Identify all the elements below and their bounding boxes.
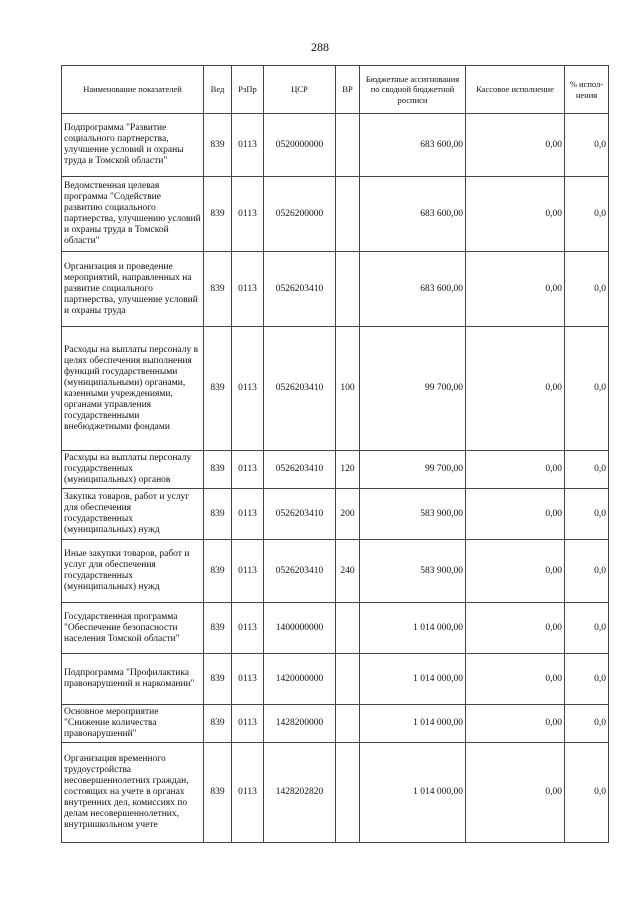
row-name: Подпрограмма "Профилактика правонарушений и наркомании"	[62, 654, 204, 705]
table-row	[62, 114, 609, 177]
row-vr	[336, 743, 360, 843]
row-name: Государственная программа "Обеспечение безопасности населения Томской области"	[62, 603, 204, 654]
table-row	[62, 743, 609, 843]
row-vr: 120	[336, 451, 360, 489]
row-csr: 0526203410	[264, 540, 336, 603]
row-pct: 0,0	[565, 451, 609, 489]
row-vr	[336, 252, 360, 327]
table-row	[62, 489, 609, 540]
budget-table	[61, 65, 609, 843]
row-cash: 0,00	[466, 489, 565, 540]
row-name: Организация и проведение мероприятий, направленных на развитие социального партнерства, улучшение условий и охраны труда	[62, 252, 204, 327]
row-budget: 1 014 000,00	[360, 705, 466, 743]
row-name: Закупка товаров, работ и услуг для обеспечения государственных (муниципальных) нужд	[62, 489, 204, 540]
row-ved: 839	[204, 114, 232, 177]
row-budget: 1 014 000,00	[360, 603, 466, 654]
row-pct: 0,0	[565, 327, 609, 451]
header-cash: Кассовое исполнение	[466, 66, 565, 114]
row-ved: 839	[204, 489, 232, 540]
row-cash: 0,00	[466, 252, 565, 327]
row-rzpr: 0113	[232, 654, 264, 705]
row-pct: 0,0	[565, 705, 609, 743]
row-ved: 839	[204, 603, 232, 654]
row-budget: 683 600,00	[360, 114, 466, 177]
row-csr: 0526203410	[264, 327, 336, 451]
table-row	[62, 603, 609, 654]
row-budget: 1 014 000,00	[360, 743, 466, 843]
header-budget: Бюджетные ассигнования по сводной бюджетной росписи	[360, 66, 466, 114]
row-cash: 0,00	[466, 177, 565, 252]
header-ved: Вед	[204, 66, 232, 114]
row-ved: 839	[204, 327, 232, 451]
row-vr	[336, 603, 360, 654]
row-cash: 0,00	[466, 451, 565, 489]
row-cash: 0,00	[466, 540, 565, 603]
row-ved: 839	[204, 252, 232, 327]
row-csr: 0526203410	[264, 489, 336, 540]
row-name: Расходы на выплаты персоналу государственных (муниципальных) органов	[62, 451, 204, 489]
row-csr: 1428200000	[264, 705, 336, 743]
row-vr: 200	[336, 489, 360, 540]
header-row	[62, 66, 609, 114]
row-name: Организация временного трудоустройства несовершеннолетних граждан, состоящих на учете в органах внутренних дел, комиссиях по делам несовершеннолетних, внутришкольном учете	[62, 743, 204, 843]
table-row	[62, 705, 609, 743]
row-pct: 0,0	[565, 114, 609, 177]
row-csr: 0526200000	[264, 177, 336, 252]
table-row	[62, 540, 609, 603]
row-cash: 0,00	[466, 705, 565, 743]
row-rzpr: 0113	[232, 177, 264, 252]
row-pct: 0,0	[565, 177, 609, 252]
row-ved: 839	[204, 743, 232, 843]
row-vr	[336, 654, 360, 705]
row-vr	[336, 177, 360, 252]
row-vr: 240	[336, 540, 360, 603]
row-csr: 0526203410	[264, 451, 336, 489]
row-cash: 0,00	[466, 603, 565, 654]
row-csr: 0526203410	[264, 252, 336, 327]
row-budget: 99 700,00	[360, 327, 466, 451]
row-pct: 0,0	[565, 540, 609, 603]
row-vr	[336, 705, 360, 743]
page-number: 288	[311, 40, 329, 54]
row-vr	[336, 114, 360, 177]
row-csr: 1400000000	[264, 603, 336, 654]
row-cash: 0,00	[466, 743, 565, 843]
row-pct: 0,0	[565, 489, 609, 540]
row-budget: 683 600,00	[360, 252, 466, 327]
row-name: Подпрограмма "Развитие социального партнерства, улучшение условий и охраны труда в Томской области"	[62, 114, 204, 177]
table-row	[62, 451, 609, 489]
row-rzpr: 0113	[232, 451, 264, 489]
row-name: Расходы на выплаты персоналу в целях обеспечения выполнения функций государственными (муниципальными) органами, казенными учреждениями, органами управления государственными внебюджетными фондами	[62, 327, 204, 451]
row-pct: 0,0	[565, 743, 609, 843]
row-cash: 0,00	[466, 114, 565, 177]
table-row	[62, 177, 609, 252]
row-pct: 0,0	[565, 603, 609, 654]
row-rzpr: 0113	[232, 743, 264, 843]
row-ved: 839	[204, 540, 232, 603]
header-vr: ВР	[336, 66, 360, 114]
row-rzpr: 0113	[232, 252, 264, 327]
row-pct: 0,0	[565, 252, 609, 327]
row-ved: 839	[204, 705, 232, 743]
header-name: Наименование показателей	[62, 66, 204, 114]
row-cash: 0,00	[466, 654, 565, 705]
row-cash: 0,00	[466, 327, 565, 451]
row-rzpr: 0113	[232, 540, 264, 603]
row-csr: 1420000000	[264, 654, 336, 705]
row-budget: 99 700,00	[360, 451, 466, 489]
row-rzpr: 0113	[232, 603, 264, 654]
row-vr: 100	[336, 327, 360, 451]
row-ved: 839	[204, 451, 232, 489]
row-rzpr: 0113	[232, 114, 264, 177]
row-ved: 839	[204, 177, 232, 252]
row-csr: 0520000000	[264, 114, 336, 177]
header-csr: ЦСР	[264, 66, 336, 114]
table-row	[62, 654, 609, 705]
row-name: Ведомственная целевая программа "Содействие развитию социального партнерства, улучшению условий и охраны труда в Томской области"	[62, 177, 204, 252]
row-rzpr: 0113	[232, 489, 264, 540]
row-budget: 1 014 000,00	[360, 654, 466, 705]
header-rzpr: РзПр	[232, 66, 264, 114]
row-name: Основное мероприятие "Снижение количества правонарушений"	[62, 705, 204, 743]
row-budget: 583 900,00	[360, 540, 466, 603]
header-pct: % испол-нения	[565, 66, 609, 114]
row-rzpr: 0113	[232, 327, 264, 451]
table-row	[62, 252, 609, 327]
row-name: Иные закупки товаров, работ и услуг для обеспечения государственных (муниципальных) нужд	[62, 540, 204, 603]
row-ved: 839	[204, 654, 232, 705]
table-row	[62, 327, 609, 451]
row-rzpr: 0113	[232, 705, 264, 743]
row-budget: 583 900,00	[360, 489, 466, 540]
row-csr: 1428202820	[264, 743, 336, 843]
row-pct: 0,0	[565, 654, 609, 705]
row-budget: 683 600,00	[360, 177, 466, 252]
